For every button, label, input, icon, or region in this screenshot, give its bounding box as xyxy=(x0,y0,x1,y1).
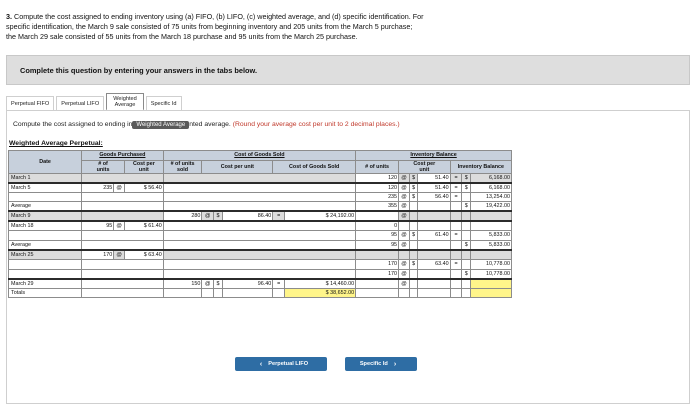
units-sold[interactable]: 280 xyxy=(163,211,202,221)
balance-cpu[interactable]: 56.40 xyxy=(418,192,450,202)
row-date: Totals xyxy=(9,288,82,298)
sold-cpu[interactable]: 86.40 xyxy=(222,211,273,221)
tab-perpetual-fifo[interactable]: Perpetual FIFO xyxy=(6,96,54,111)
row-date: March 9 xyxy=(9,211,82,221)
table-row-march25: March 25 170 @ $ 63.40 xyxy=(9,250,512,260)
units-sold[interactable]: 150 xyxy=(163,279,202,289)
inventory-balance-col-header: Inventory Balance xyxy=(450,160,511,173)
inventory-table xyxy=(8,150,512,298)
purchased-units[interactable]: 95 xyxy=(82,221,114,231)
table-title: Weighted Average Perpetual: xyxy=(9,140,103,147)
balance-units[interactable]: 235 xyxy=(356,192,399,202)
purchased-units[interactable]: 235 xyxy=(82,183,114,193)
banner-text: Complete this question by entering your answers in the tabs below. xyxy=(20,66,258,75)
balance-cpu[interactable]: 51.40 xyxy=(418,173,450,183)
table-row-march1: March 1 120 @ $ 51.40 = $ 6,168.00 xyxy=(9,173,512,183)
balance-total: 10,778.00 xyxy=(471,269,512,279)
purchased-units[interactable]: 170 xyxy=(82,250,114,260)
cogs-value[interactable]: $ 14,460.00 xyxy=(285,279,356,289)
balance-total: 6,168.00 xyxy=(471,173,512,183)
ending-inventory-cell[interactable] xyxy=(471,279,512,289)
question-line-1: Compute the cost assigned to ending inventory using (a) FIFO, (b) LIFO, (c) weighted average, and (d) specific identification. For xyxy=(14,12,424,21)
table-row-totals xyxy=(9,288,512,298)
balance-total: 5,833.00 xyxy=(471,231,512,241)
subquestion: Compute the cost assigned to ending in Weighted Average nted average. (Round your average cost per unit to 2 decimal places.) xyxy=(13,121,400,128)
tab-weighted-average[interactable]: Weighted Average xyxy=(106,93,144,111)
balance-total: 6,168.00 xyxy=(471,183,512,193)
purchased-cpu[interactable]: $ 63.40 xyxy=(125,250,164,260)
balance-cpu-header: Cost per unit xyxy=(399,160,451,173)
balance-units[interactable]: 95 xyxy=(356,240,399,250)
balance-units[interactable]: 355 xyxy=(356,202,399,212)
dropdown-blank[interactable]: Weighted Average xyxy=(132,121,189,129)
chevron-right-icon: › xyxy=(393,360,397,368)
answer-tabs xyxy=(6,93,184,111)
balance-units[interactable]: 170 xyxy=(356,269,399,279)
row-date: March 5 xyxy=(9,183,82,193)
tab-perpetual-lifo[interactable]: Perpetual LIFO xyxy=(56,96,104,111)
cogs-col-header: Cost of Goods Sold xyxy=(273,160,356,173)
purchased-cpu[interactable]: $ 56.40 xyxy=(125,183,164,193)
units-sold-header: # of units sold xyxy=(163,160,202,173)
balance-units[interactable]: 170 xyxy=(356,259,399,269)
row-date: Average xyxy=(9,202,82,212)
table-row-march5-2: 235 @ $ 56.40 = 13,254.00 xyxy=(9,192,512,202)
row-date: March 1 xyxy=(9,173,82,183)
row-date: March 18 xyxy=(9,221,82,231)
prev-tab-button[interactable]: ‹ Perpetual LIFO xyxy=(235,357,327,371)
purchased-units-header: # of units xyxy=(82,160,125,173)
inventory-balance-header: Inventory Balance xyxy=(356,151,512,161)
balance-units[interactable]: 120 xyxy=(356,173,399,183)
next-tab-button[interactable]: Specific Id › xyxy=(345,357,417,371)
goods-purchased-header: Goods Purchased xyxy=(82,151,164,161)
table-row-march29: March 29 150 @ $ 96.40 = $ 14,460.00 @ xyxy=(9,279,512,289)
balance-cpu[interactable]: 63.40 xyxy=(418,259,450,269)
column-header-row xyxy=(9,160,512,173)
rounding-hint: (Round your average cost per unit to 2 decimal places.) xyxy=(232,121,400,128)
cogs-header: Cost of Goods Sold xyxy=(163,151,355,161)
table-row-march25-3: 170 @ $ 10,778.00 xyxy=(9,269,512,279)
chevron-left-icon: ‹ xyxy=(259,360,263,368)
question-line-3: the March 29 sale consisted of 55 units from the March 18 purchase and 95 units from the March 25 purchase. xyxy=(6,32,358,41)
balance-cpu[interactable]: 51.40 xyxy=(418,183,450,193)
group-header-row xyxy=(9,151,512,161)
tab-specific-id[interactable]: Specific Id xyxy=(146,96,182,111)
cogs-value[interactable]: $ 24,192.00 xyxy=(285,211,356,221)
purchased-cpu[interactable]: $ 61.40 xyxy=(125,221,164,231)
table-row-average-1: Average 355 @ $ 19,422.00 xyxy=(9,202,512,212)
instruction-banner xyxy=(6,55,690,85)
balance-units[interactable]: 0 xyxy=(356,221,399,231)
balance-cpu[interactable]: 61.40 xyxy=(418,231,450,241)
purchased-cpu-header: Cost per unit xyxy=(125,160,164,173)
question-text xyxy=(6,12,696,42)
sold-cpu[interactable]: 96.40 xyxy=(222,279,273,289)
question-number: 3. xyxy=(6,12,12,21)
total-inventory-cell[interactable] xyxy=(471,288,512,298)
question-line-2: specific identification, the March 9 sale consisted of 75 units from beginning inventory and 205 units from the March 5 purchase; xyxy=(6,22,413,31)
table-row-march18-2: 95 @ $ 61.40 = 5,833.00 xyxy=(9,231,512,241)
balance-total: 19,422.00 xyxy=(471,202,512,212)
table-row-march18: March 18 95 @ $ 61.40 0 xyxy=(9,221,512,231)
balance-units[interactable]: 95 xyxy=(356,231,399,241)
balance-units-header: # of units xyxy=(356,160,399,173)
table-row-march5: March 5 235 @ $ 56.40 120 @ $ 51.40 = $ 6,168.00 xyxy=(9,183,512,193)
row-date: March 25 xyxy=(9,250,82,260)
balance-total: 13,254.00 xyxy=(471,192,512,202)
date-header: Date xyxy=(9,151,82,174)
table-row-march25-2: 170 @ $ 63.40 = 10,778.00 xyxy=(9,259,512,269)
row-date: Average xyxy=(9,240,82,250)
balance-total: 10,778.00 xyxy=(471,259,512,269)
tab-content xyxy=(6,110,690,404)
sold-cpu-header: Cost per unit xyxy=(202,160,273,173)
total-cogs[interactable]: $ 38,652.00 xyxy=(285,288,356,298)
table-row-average-2: Average 95 @ $ 5,833.00 xyxy=(9,240,512,250)
balance-units[interactable]: 120 xyxy=(356,183,399,193)
row-date: March 29 xyxy=(9,279,82,289)
table-row-march9: March 9 280 @ $ 86.40 = $ 24,192.00 @ xyxy=(9,211,512,221)
balance-total: 5,833.00 xyxy=(471,240,512,250)
